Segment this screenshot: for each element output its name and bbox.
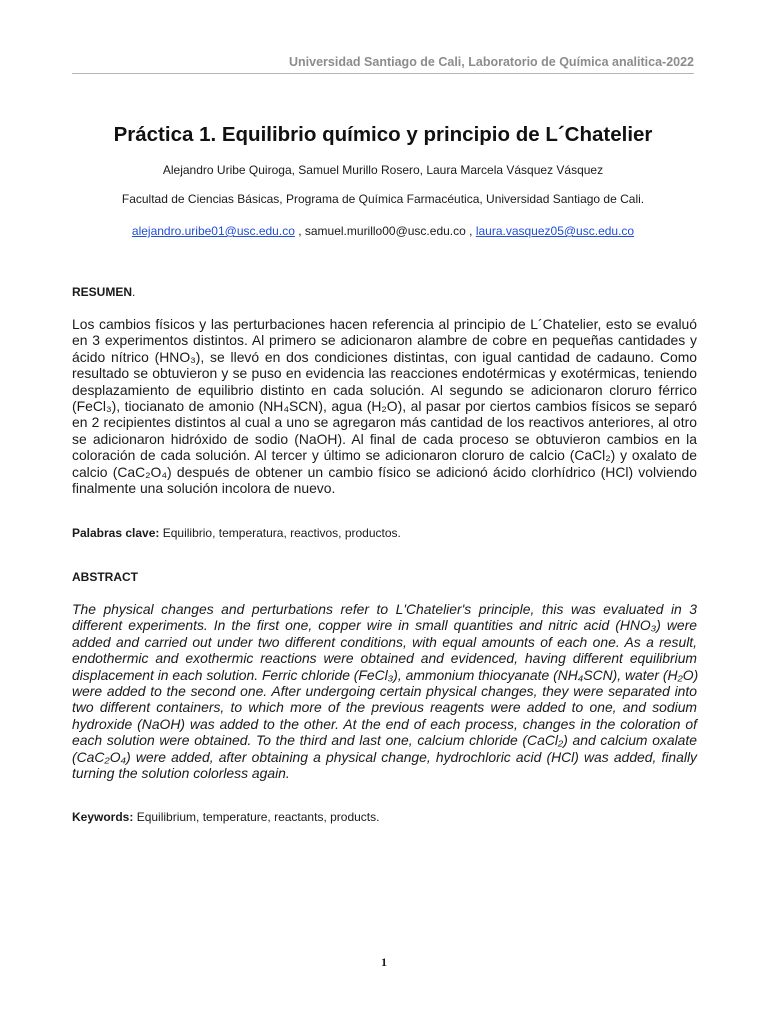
resumen-line: resultado se obtuvieron y se puso en evidencia las reacciones endotérmicas y exotérmicas, teniendo [72,365,697,382]
page-number: 1 [381,955,387,969]
email-link-uribe[interactable]: alejandro.uribe01@usc.edu.co [131,224,295,238]
abstract-body [72,601,697,781]
keywords-es-text: Equilibrio, temperatura, reactivos, productos. [159,526,401,540]
abstract-line: added and carried out under two different conditions, with equal amounts of each one. As a result, [72,633,697,650]
affiliation-line: Facultad de Ciencias Básicas, Programa de Química Farmacéutica, Universidad Santiago de Cali. [121,192,645,206]
abstract-line: hydroxide (NaOH) was added to the other. At the end of each process, changes in the coloration of [72,715,697,732]
resumen-line: desplazamiento de equilibrio distinto en cada solución. Al segundo se adicionaron cloruro férrico [72,381,697,398]
abstract-line: The physical changes and perturbations refer to L'Chatelier's principle, this was evaluated in 3 [72,601,697,617]
abstract-line: each solution were obtained. To the third and last one, calcium chloride (CaCl₂) and calcium oxalate [72,732,697,749]
keywords-en-text: Equilibrium, temperature, reactants, products. [133,810,380,824]
email-link-vasquez[interactable]: laura.vasquez05@usc.edu.co [475,224,635,238]
resumen-line: Los cambios físicos y las perturbaciones hacen referencia al principio de L´Chatelier, esto se evaluó [72,316,697,332]
abstract-line: different experiments. In the first one, copper wire in small quantities and nitric acid (HNO₃) were [72,617,697,634]
abstract-line: displacement in each solution. Ferric chloride (FeCl₃), ammonium thiocyanate (NH₄SCN), water (H₂O) [72,666,699,683]
keywords-en [72,810,379,825]
abstract-line: two different containers, to which more of the previous reagents were added to one, and sodium [72,699,697,716]
resumen-line: calcio (CaC₂O₄) después de obtener un cambio físico se adicionó ácido clorhídrico (HCl) volviendo [72,463,697,480]
resumen-heading-period: . [132,285,136,299]
resumen-line: coloración de cada solución. Al tercer y último se adicionaron cloruro de calcio (CaCl₂) y oxalato de [72,447,697,464]
resumen-line: se adicionaron hidróxido de sodio (NaOH). Al final de cada proceso se obtuvieron cambios en la [72,430,697,447]
resumen-line: (FeCl₃), tiocianato de amonio (NH₄SCN), agua (H₂O), al pasar por ciertos cambios físicos se separó [72,398,697,415]
emails-line [72,224,694,239]
keywords-en-label: Keywords: [72,810,134,824]
abstract-line: turning the solution colorless again. [72,765,290,782]
running-header: Universidad Santiago de Cali, Laboratorio de Química analitica-2022 [72,54,694,74]
resumen-heading-text: RESUMEN [72,285,133,299]
paper-title: Práctica 1. Equilibrio químico y principio de L´Chatelier [113,123,653,146]
abstract-line: were added to the second one. After undergoing certain physical changes, they were separated into [72,683,697,700]
authors-line: Alejandro Uribe Quiroga, Samuel Murillo Rosero, Laura Marcela Vásquez Vásquez [162,163,604,177]
resumen-line: ácido nítrico (HNO₃), se llevó en dos condiciones distintas, con igual cantidad de cadauno. Como [72,348,697,365]
resumen-body [72,316,697,496]
keywords-es [72,526,401,541]
abstract-line: endothermic and exothermic reactions were obtained and evidenced, having different equilibrium [72,650,697,667]
email-separator-text: , samuel.murillo00@usc.edu.co , [294,224,476,238]
resumen-line: en 3 experimentos distintos. Al primero se adicionaron alambre de cobre en pequeñas cantidades y [72,332,697,349]
resumen-heading [72,285,135,300]
resumen-line: en 2 recipientes distintos al cual a uno se agregaron más cantidad de los reactivos anteriores, al otro [72,414,697,431]
keywords-es-label: Palabras clave: [72,526,160,540]
abstract-heading: ABSTRACT [72,570,138,584]
resumen-line: finalmente una solución incolora de nuevo. [72,480,336,497]
abstract-line: (CaC₂O₄) were added, after obtaining a physical change, hydrochloric acid (HCl) was added, finally [72,748,697,765]
